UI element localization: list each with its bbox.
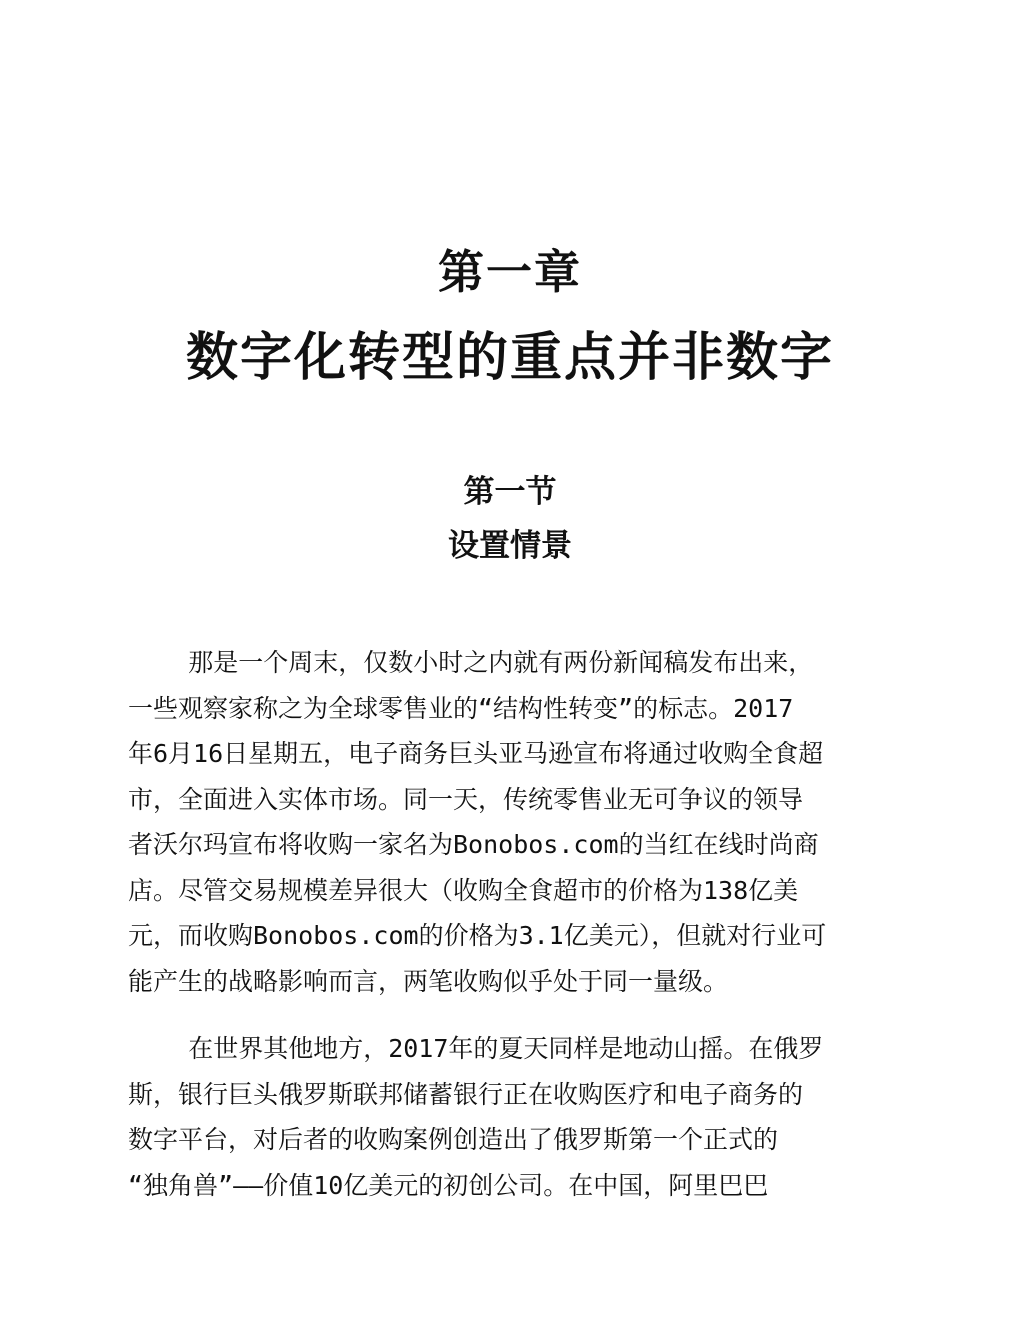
paragraph-line: 者沃尔玛宣布将收购一家名为Bonobos.com的当红在线时尚商	[128, 830, 819, 859]
chapter-number: 第一章	[438, 245, 582, 299]
paragraph-line: 斯，银行巨头俄罗斯联邦储蓄银行正在收购医疗和电子商务的	[128, 1079, 804, 1109]
section-title: 设置情景	[448, 528, 572, 564]
paragraph-line: 市，全面进入实体市场。同一天，传统零售业无可争议的领导	[128, 784, 804, 814]
paragraph-line: 能产生的战略影响而言，两笔收购似乎处于同一量级。	[128, 966, 729, 996]
paragraph-2	[128, 1026, 888, 1208]
paragraph-line: 一些观察家称之为全球零售业的“结构性转变”的标志。2017	[128, 693, 794, 723]
chapter-title: 数字化转型的重点并非数字	[185, 327, 834, 388]
paragraph-line: 那是一个周末，仅数小时之内就有两份新闻稿发布出来，	[128, 648, 814, 677]
paragraph-line: 年6月16日星期五，电子商务巨头亚马逊宣布将通过收购全食超	[128, 739, 824, 768]
body-text	[128, 640, 888, 1230]
paragraph-line: 店。尽管交易规模差异很大（收购全食超市的价格为138亿美	[128, 875, 799, 905]
section-number: 第一节	[463, 474, 557, 510]
paragraph-line: “独角兽”——价值10亿美元的初创公司。在中国，阿里巴巴	[128, 1170, 769, 1200]
paragraph-1	[128, 640, 888, 1004]
paragraph-line: 数字平台，对后者的收购案例创造出了俄罗斯第一个正式的	[128, 1125, 779, 1154]
paragraph-line: 元，而收购Bonobos.com的价格为3.1亿美元），但就对行业可	[128, 921, 827, 950]
paragraph-line: 在世界其他地方，2017年的夏天同样是地动山摇。在俄罗	[128, 1034, 824, 1063]
